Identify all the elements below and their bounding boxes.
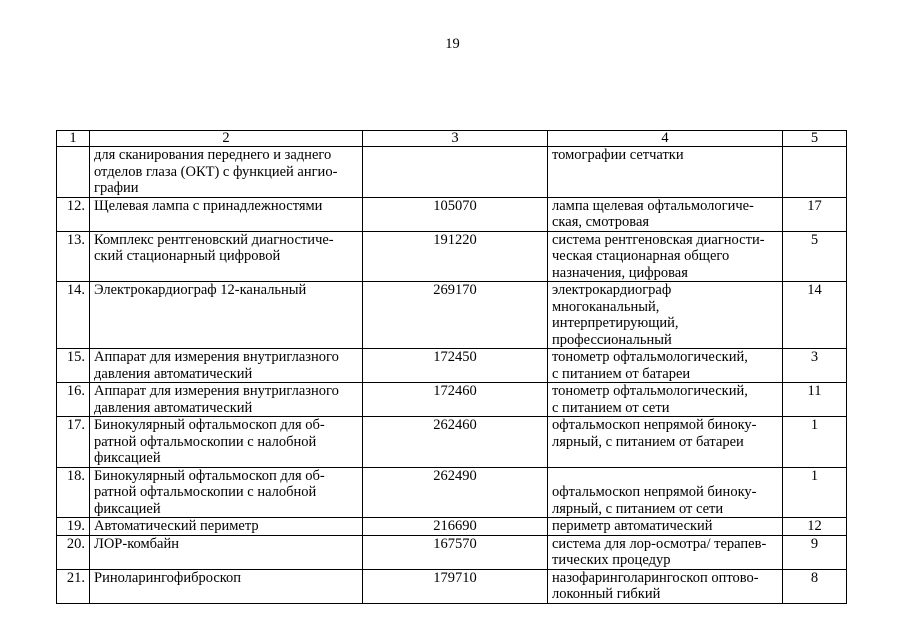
device-type-cell-line: назначения, цифровая (552, 264, 688, 281)
quantity-cell: 9 (783, 535, 847, 569)
device-name-cell (90, 535, 363, 569)
device-type-cell-line: тонометр офтальмологический, (552, 349, 748, 365)
device-type-cell-line (552, 468, 778, 485)
quantity-cell: 14 (783, 282, 847, 349)
device-name-cell (90, 349, 363, 383)
device-type-cell (548, 282, 783, 349)
table-row (57, 383, 847, 417)
code-cell: 172460 (363, 383, 548, 417)
quantity-cell: 1 (783, 467, 847, 518)
column-header: 3 (363, 131, 548, 147)
device-type-cell (548, 535, 783, 569)
code-cell: 191220 (363, 231, 548, 282)
device-name-cell-line: ратной офтальмоскопии с налобной (94, 433, 317, 450)
row-number-cell (57, 147, 90, 198)
device-name-cell-line: Бинокулярный офтальмоскоп для об- (94, 467, 325, 484)
code-cell: 105070 (363, 197, 548, 231)
device-name-cell (90, 569, 363, 603)
device-type-cell-line: с питанием от сети (552, 399, 670, 416)
device-name-cell-line: графии (94, 180, 139, 196)
row-number-cell: 18. (57, 467, 90, 518)
row-number-cell: 19. (57, 518, 90, 536)
device-name-cell (90, 197, 363, 231)
device-name-cell-line: Электрокардиограф 12-канальный (94, 282, 307, 298)
table-row (57, 535, 847, 569)
device-name-cell-line: Щелевая лампа с принадлежностями (94, 197, 323, 214)
device-type-cell-line: ческая стационарная общего (552, 248, 730, 264)
device-name-cell (90, 467, 363, 518)
device-name-cell-line: ратной офтальмоскопии с налобной (94, 484, 317, 500)
table-row (57, 417, 847, 468)
device-type-cell (548, 231, 783, 282)
device-type-cell-line: система для лор-осмотра/ терапев- (552, 535, 767, 552)
device-name-cell (90, 383, 363, 417)
device-type-cell-line: офтальмоскоп непрямой биноку- (552, 417, 757, 433)
table-row (57, 569, 847, 603)
table-row (57, 231, 847, 282)
code-cell: 262490 (363, 467, 548, 518)
code-cell: 269170 (363, 282, 548, 349)
device-type-cell-line: ская, смотровая (552, 214, 650, 230)
device-type-cell-line: томографии сетчатки (552, 147, 684, 163)
device-type-cell-line: с питанием от батареи (552, 365, 691, 382)
device-name-cell (90, 417, 363, 468)
code-cell: 167570 (363, 535, 548, 569)
device-type-cell (548, 383, 783, 417)
row-number-cell: 21. (57, 569, 90, 603)
device-type-cell-line: многоканальный, (552, 298, 660, 315)
device-name-cell-line: для сканирования переднего и заднего (94, 147, 332, 163)
page-number: 19 (445, 36, 460, 52)
device-type-cell-line: назофаринголарингоскоп оптово- (552, 569, 759, 586)
code-cell: 179710 (363, 569, 548, 603)
device-name-cell (90, 147, 363, 198)
device-type-cell (548, 417, 783, 468)
column-header: 5 (783, 131, 847, 147)
table-row (57, 282, 847, 349)
row-number-cell: 20. (57, 535, 90, 569)
device-type-cell-line: периметр автоматический (552, 518, 713, 534)
quantity-cell: 11 (783, 383, 847, 417)
quantity-cell: 8 (783, 569, 847, 603)
column-header: 2 (90, 131, 363, 147)
device-type-cell-line: лампа щелевая офтальмологиче- (552, 197, 754, 214)
table-row (57, 349, 847, 383)
device-name-cell (90, 282, 363, 349)
device-type-cell-line: лярный, с питанием от сети (552, 500, 724, 517)
device-type-cell (548, 518, 783, 536)
device-name-cell-line: фиксацией (94, 450, 161, 466)
table-row (57, 147, 847, 198)
device-type-cell-line: тонометр офтальмологический, (552, 383, 748, 399)
table-row (57, 518, 847, 536)
device-type-cell-line: профессиональный (552, 331, 672, 348)
equipment-table (56, 130, 847, 604)
device-type-cell-line: система рентгеновская диагности- (552, 231, 765, 248)
device-name-cell-line: Бинокулярный офтальмоскоп для об- (94, 417, 325, 433)
device-name-cell-line: Риноларингофиброскоп (94, 569, 242, 586)
device-type-cell (548, 467, 783, 518)
device-name-cell-line: давления автоматический (94, 365, 253, 382)
device-name-cell-line: Аппарат для измерения внутриглазного (94, 383, 339, 399)
device-type-cell-line: интерпретирующий, (552, 315, 679, 331)
row-number-cell: 16. (57, 383, 90, 417)
column-header: 4 (548, 131, 783, 147)
device-type-cell-line: офтальмоскоп непрямой биноку- (552, 484, 757, 500)
device-name-cell-line: давления автоматический (94, 399, 253, 416)
quantity-cell: 5 (783, 231, 847, 282)
device-name-cell-line: отделов глаза (ОКТ) с функцией ангио- (94, 163, 338, 180)
device-name-cell-line: ЛОР-комбайн (94, 535, 179, 552)
device-type-cell-line: локонный гибкий (552, 586, 661, 602)
device-type-cell-line: тических процедур (552, 552, 671, 568)
device-type-cell (548, 569, 783, 603)
device-name-cell-line: Аппарат для измерения внутриглазного (94, 349, 339, 365)
table-header-row (57, 131, 847, 147)
table-row (57, 197, 847, 231)
row-number-cell: 14. (57, 282, 90, 349)
table-row (57, 467, 847, 518)
row-number-cell: 12. (57, 197, 90, 231)
quantity-cell (783, 147, 847, 198)
device-name-cell (90, 231, 363, 282)
device-name-cell (90, 518, 363, 536)
row-number-cell: 15. (57, 349, 90, 383)
column-header: 1 (57, 131, 90, 147)
code-cell: 216690 (363, 518, 548, 536)
device-type-cell (548, 197, 783, 231)
device-type-cell (548, 349, 783, 383)
quantity-cell: 12 (783, 518, 847, 536)
device-type-cell-line: электрокардиограф (552, 282, 672, 298)
device-name-cell-line: Комплекс рентгеновский диагностиче- (94, 231, 334, 248)
device-name-cell-line: фиксацией (94, 500, 161, 517)
device-type-cell-line: лярный, с питанием от батареи (552, 433, 744, 450)
quantity-cell: 17 (783, 197, 847, 231)
code-cell: 172450 (363, 349, 548, 383)
quantity-cell: 3 (783, 349, 847, 383)
row-number-cell: 17. (57, 417, 90, 468)
quantity-cell: 1 (783, 417, 847, 468)
code-cell: 262460 (363, 417, 548, 468)
device-name-cell-line: ский стационарный цифровой (94, 248, 281, 264)
device-name-cell-line: Автоматический периметр (94, 518, 259, 534)
code-cell (363, 147, 548, 198)
row-number-cell: 13. (57, 231, 90, 282)
device-type-cell (548, 147, 783, 198)
